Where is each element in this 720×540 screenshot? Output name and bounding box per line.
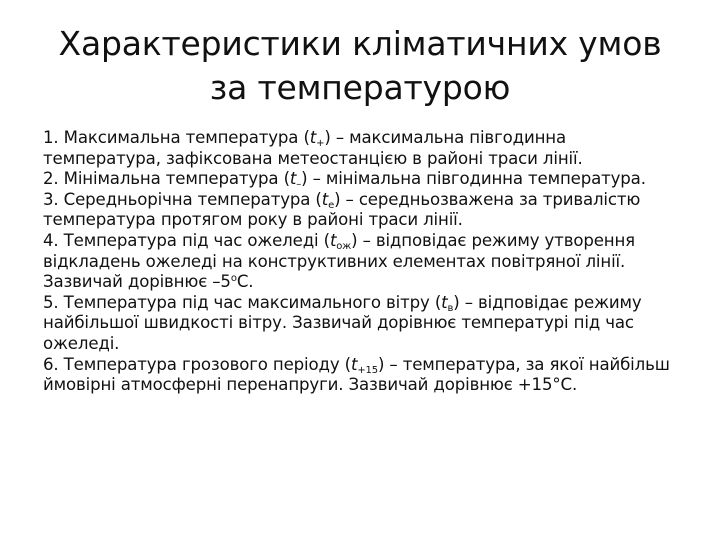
item-text: ) – максимальна півгодинна температура, зафіксована метеостанцією в районі траси лінії. <box>43 128 583 168</box>
list-item-max-temperature <box>43 128 683 169</box>
slide-title-line-1: Характеристики кліматичних умов <box>58 24 662 63</box>
list-item-max-wind-temperature <box>43 293 683 355</box>
item-text: ) – відповідає режиму утворення відкладень ожеледі на конструктивних елементах повітряної лінії. Зазвичай дорівнює –5 <box>43 230 636 292</box>
temperature-symbol: t <box>309 128 317 147</box>
temperature-symbol: t <box>289 169 297 189</box>
item-text: 4. Температура під час ожеледі ( <box>43 230 330 250</box>
item-text: 1. Максимальна температура ( <box>43 128 310 147</box>
temperature-symbol: t <box>350 354 358 374</box>
temperature-subscript: е <box>328 199 335 211</box>
list-item-mean-annual-temperature <box>43 190 683 231</box>
item-text: ) – середньозважена за тривалістю температура протягом року в районі траси лінії. <box>43 189 641 230</box>
temperature-symbol: t <box>329 230 337 250</box>
item-text: 3. Середньорічна температура ( <box>43 189 322 209</box>
slide-body <box>43 128 683 396</box>
temperature-subscript: – <box>296 179 302 191</box>
degree-superscript: о <box>230 273 237 285</box>
temperature-symbol: t <box>321 189 329 209</box>
temperature-subscript: ож <box>336 240 352 252</box>
temperature-subscript: +15 <box>357 364 378 376</box>
item-text: 6. Температура грозового періоду ( <box>43 354 351 374</box>
slide-title-line-2: за температурою <box>209 68 511 107</box>
list-item-thunderstorm-temperature <box>43 355 683 396</box>
temperature-subscript: в <box>447 302 454 314</box>
list-item-min-temperature <box>43 169 683 190</box>
item-text: ) – температура, за якої найбільш ймовірні атмосферні перенапруги. Зазвичай дорівнює +15°С. <box>43 354 670 395</box>
item-text: ) – мінімальна півгодинна температура. <box>301 169 646 189</box>
item-text: ) – відповідає режиму найбільшої швидкості вітру. Зазвичай дорівнює температурі під час ожеледі. <box>43 292 642 353</box>
item-text: 5. Температура під час максимального вітру ( <box>43 292 442 312</box>
temperature-subscript: + <box>316 138 325 149</box>
temperature-symbol: t <box>441 292 448 312</box>
item-text: С. <box>236 272 254 292</box>
item-text: 2. Мінімальна температура ( <box>43 169 290 189</box>
list-item-icing-temperature <box>43 231 683 293</box>
slide-title <box>40 22 680 110</box>
